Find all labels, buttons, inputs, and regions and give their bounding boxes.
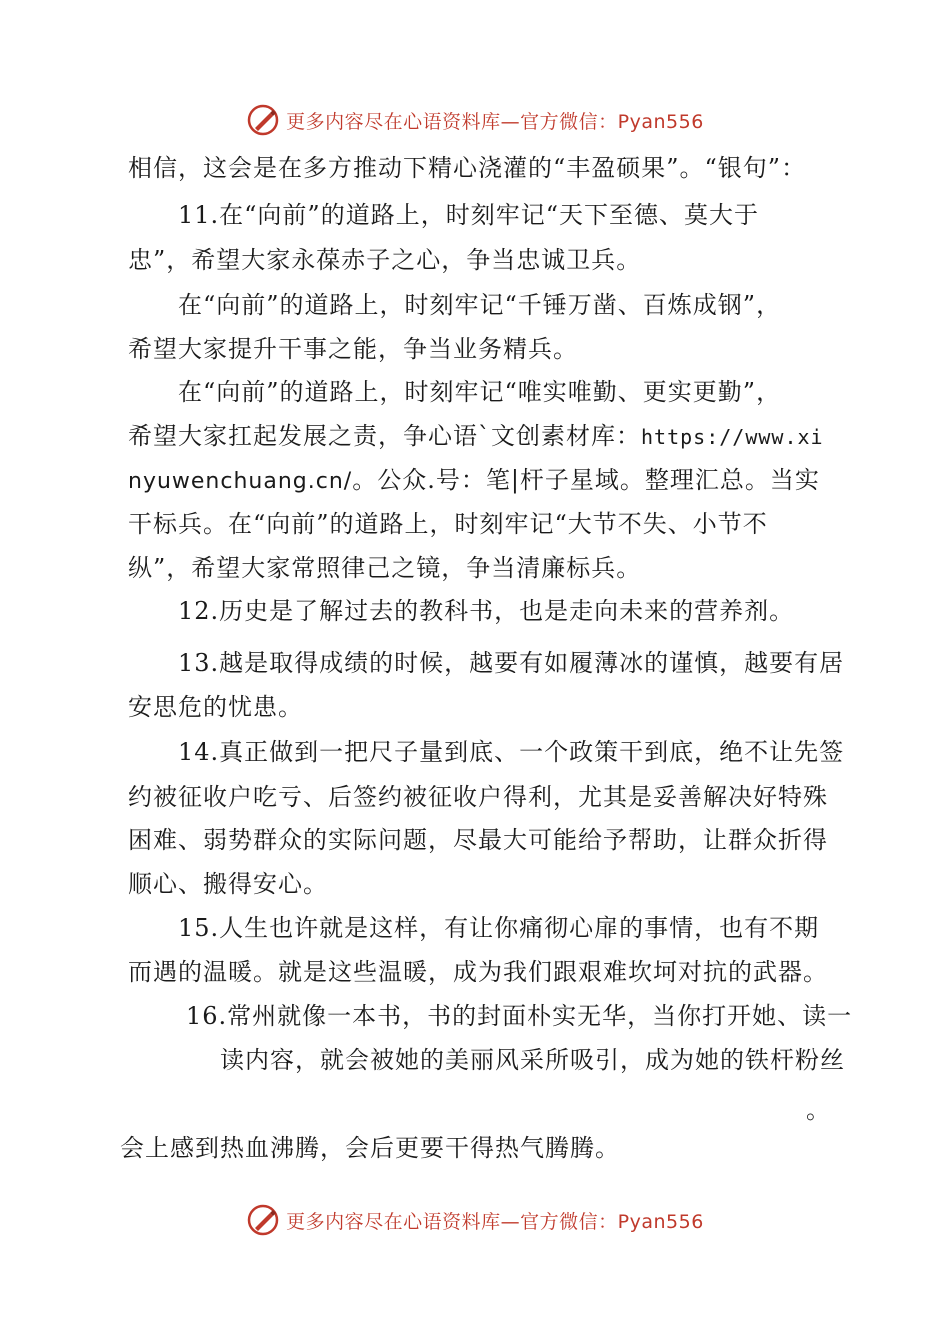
text-segment: 。公众.号：笔|杆子星域。整理汇总。当实 bbox=[352, 466, 820, 494]
url-segment: https://www.xi bbox=[641, 425, 824, 449]
watermark-text: 更多内容尽在心语资料库—官方微信：Pyan556 bbox=[286, 110, 704, 133]
text-line: 会上感到热血沸腾，会后更要干得热气腾腾。 bbox=[120, 1134, 620, 1162]
text-line: 在“向前”的道路上，时刻牢记“千锤万凿、百炼成钢”， bbox=[178, 291, 782, 319]
text-line: 15.人生也许就是这样，有让你痛彻心扉的事情，也有不期 bbox=[178, 914, 820, 942]
url-segment: nyuwenchuang.cn/ bbox=[128, 469, 353, 494]
text-line: 11.在“向前”的道路上，时刻牢记“天下至德、莫大于 bbox=[178, 201, 759, 229]
text-line: 顺心、搬得安心。 bbox=[128, 870, 328, 898]
watermark-banner-bottom bbox=[0, 1200, 950, 1240]
text-line: 。 bbox=[806, 1096, 831, 1124]
text-line: 而遇的温暖。就是这些温暖，成为我们跟艰难坎坷对抗的武器。 bbox=[128, 958, 828, 986]
pen-seal-icon bbox=[246, 103, 280, 137]
text-line: 12.历史是了解过去的教科书，也是走向未来的营养剂。 bbox=[178, 597, 795, 625]
watermark-text: 更多内容尽在心语资料库—官方微信：Pyan556 bbox=[286, 1210, 704, 1233]
text-line: 约被征收户吃亏、后签约被征收户得利，尤其是妥善解决好特殊 bbox=[128, 783, 828, 811]
text-line bbox=[128, 464, 820, 498]
text-line bbox=[128, 420, 824, 453]
text-line: 困难、弱势群众的实际问题，尽最大可能给予帮助，让群众折得 bbox=[128, 826, 828, 854]
text-line: 14.真正做到一把尺子量到底、一个政策干到底，绝不让先签 bbox=[178, 738, 845, 766]
text-line: 安思危的忧患。 bbox=[128, 693, 303, 721]
text-line: 在“向前”的道路上，时刻牢记“唯实唯勤、更实更勤”， bbox=[178, 378, 782, 406]
text-line: 相信，这会是在多方推动下精心浇灌的“丰盈硕果”。“银句”： bbox=[128, 154, 807, 182]
text-line: 13.越是取得成绩的时候，越要有如履薄冰的谨慎，越要有居 bbox=[178, 649, 845, 677]
text-line: 16.常州就像一本书，书的封面朴实无华，当你打开她、读一 bbox=[186, 1002, 853, 1030]
text-segment: 希望大家扛起发展之责，争心语`文创素材库： bbox=[128, 422, 641, 450]
text-line: 希望大家提升干事之能，争当业务精兵。 bbox=[128, 335, 578, 363]
text-line: 忠”，希望大家永葆赤子之心，争当忠诚卫兵。 bbox=[128, 246, 642, 274]
text-line: 读内容，就会被她的美丽风采所吸引，成为她的铁杆粉丝 bbox=[220, 1046, 845, 1074]
text-line: 纵”，希望大家常照律己之镜，争当清廉标兵。 bbox=[128, 554, 642, 582]
pen-seal-icon bbox=[246, 1203, 280, 1237]
watermark-banner-top bbox=[0, 100, 950, 140]
text-line: 干标兵。在“向前”的道路上，时刻牢记“大节不失、小节不 bbox=[128, 510, 768, 538]
